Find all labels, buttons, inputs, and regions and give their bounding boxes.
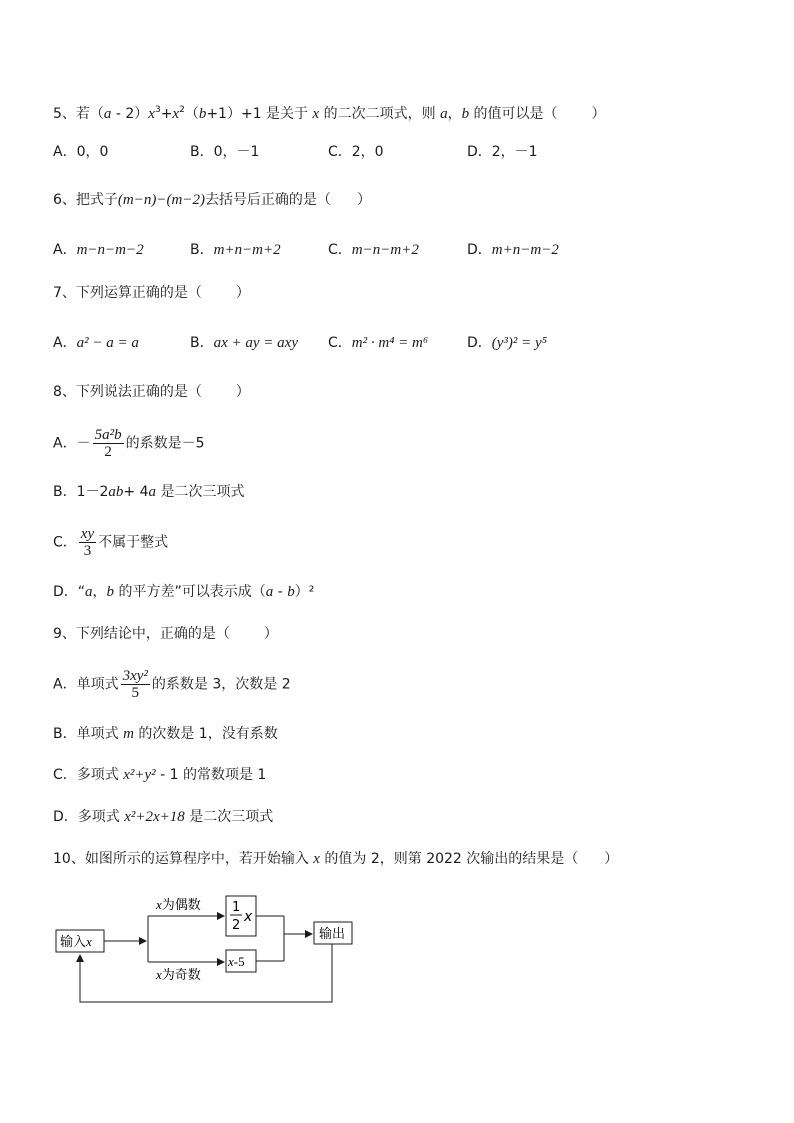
q10-stem: 10、如图所示的运算程序中，若开始输入 x 的值为 2，则第 2022 次输出的结果是（ ）: [53, 851, 619, 867]
odd-label: x为奇数: [156, 967, 201, 983]
output-label: 输出: [319, 927, 346, 942]
q5-option-c[interactable]: C．2，0: [328, 144, 384, 160]
half-denominator: 2: [232, 918, 241, 933]
q8-stem: 8、下列说法正确的是（ ）: [53, 384, 250, 400]
q9-option-d[interactable]: D．多项式 x²+2x+18 是二次三项式: [53, 809, 274, 825]
q5-option-a[interactable]: A．0，0: [53, 144, 109, 160]
feedback-loop: [80, 944, 332, 1002]
q8-option-d[interactable]: D．“a，b 的平方差”可以表示成（a - b）²: [53, 584, 315, 600]
q7-stem: 7、下列运算正确的是（ ）: [53, 285, 250, 301]
q8-c-fraction: $\frac{xy}{3}$: [80, 526, 95, 559]
q9-stem: 9、下列结论中，正确的是（ ）: [53, 626, 278, 642]
q7-option-a[interactable]: A．a² − a = a: [53, 335, 139, 351]
q8-a-fraction: $\frac{\text{5a²b}}{2}$: [94, 427, 122, 460]
q8-option-b[interactable]: B．1－2ab+ 4a 是二次三项式: [53, 484, 245, 500]
even-label: x为偶数: [156, 897, 201, 913]
q6-option-b[interactable]: B．m+n−m+2: [190, 242, 281, 258]
input-label: 输入x: [60, 934, 92, 950]
q6-option-d[interactable]: D．m+n−m−2: [467, 242, 559, 258]
q6-option-c[interactable]: C．m−n−m+2: [328, 242, 419, 258]
q8-option-c[interactable]: C． $\frac{xy}{3}$ 不属于整式: [53, 526, 169, 559]
q7-option-b[interactable]: B．ax + ay = axy: [190, 335, 298, 351]
q6-stem: 6、把式子(m−n)−(m−2)去括号后正确的是（ ）: [53, 192, 371, 208]
q8-option-a[interactable]: A．－ $\frac{\text{5a²b}}{2}$ 的系数是－5: [53, 427, 205, 460]
q10-flowchart: [50, 885, 370, 1010]
q9-option-a[interactable]: A．单项式 $\frac{\text{3xy²}}{5}$ 的系数是 3，次数是 2: [53, 668, 291, 701]
minus-five-label: x-5: [228, 954, 245, 969]
q6-option-a[interactable]: A．m−n−m−2: [53, 242, 144, 258]
half-x: x: [244, 909, 253, 925]
q7-option-d[interactable]: D．(y³)² = y⁵: [467, 335, 547, 351]
half-numerator: 1: [232, 900, 241, 915]
q5-stem: 5、若$(a - 2)x^3+x^2(b+1)+1$ 是关于 x 的二次二项式，则 a，b 的值可以是（ ）: [53, 105, 606, 122]
q5-option-b[interactable]: B．0，－1: [190, 144, 260, 160]
q9-option-b[interactable]: B．单项式 m 的次数是 1，没有系数: [53, 726, 278, 742]
q9-a-fraction: $\frac{\text{3xy²}}{5}$: [122, 668, 148, 701]
q7-option-c[interactable]: C．m² · m⁴ = m⁶: [328, 335, 429, 351]
q9-option-c[interactable]: C．多项式 x²+y² - 1 的常数项是 1: [53, 767, 267, 783]
q5-option-d[interactable]: D．2，－1: [467, 144, 538, 160]
q6-expression: (m−n)−(m−2): [117, 192, 205, 208]
